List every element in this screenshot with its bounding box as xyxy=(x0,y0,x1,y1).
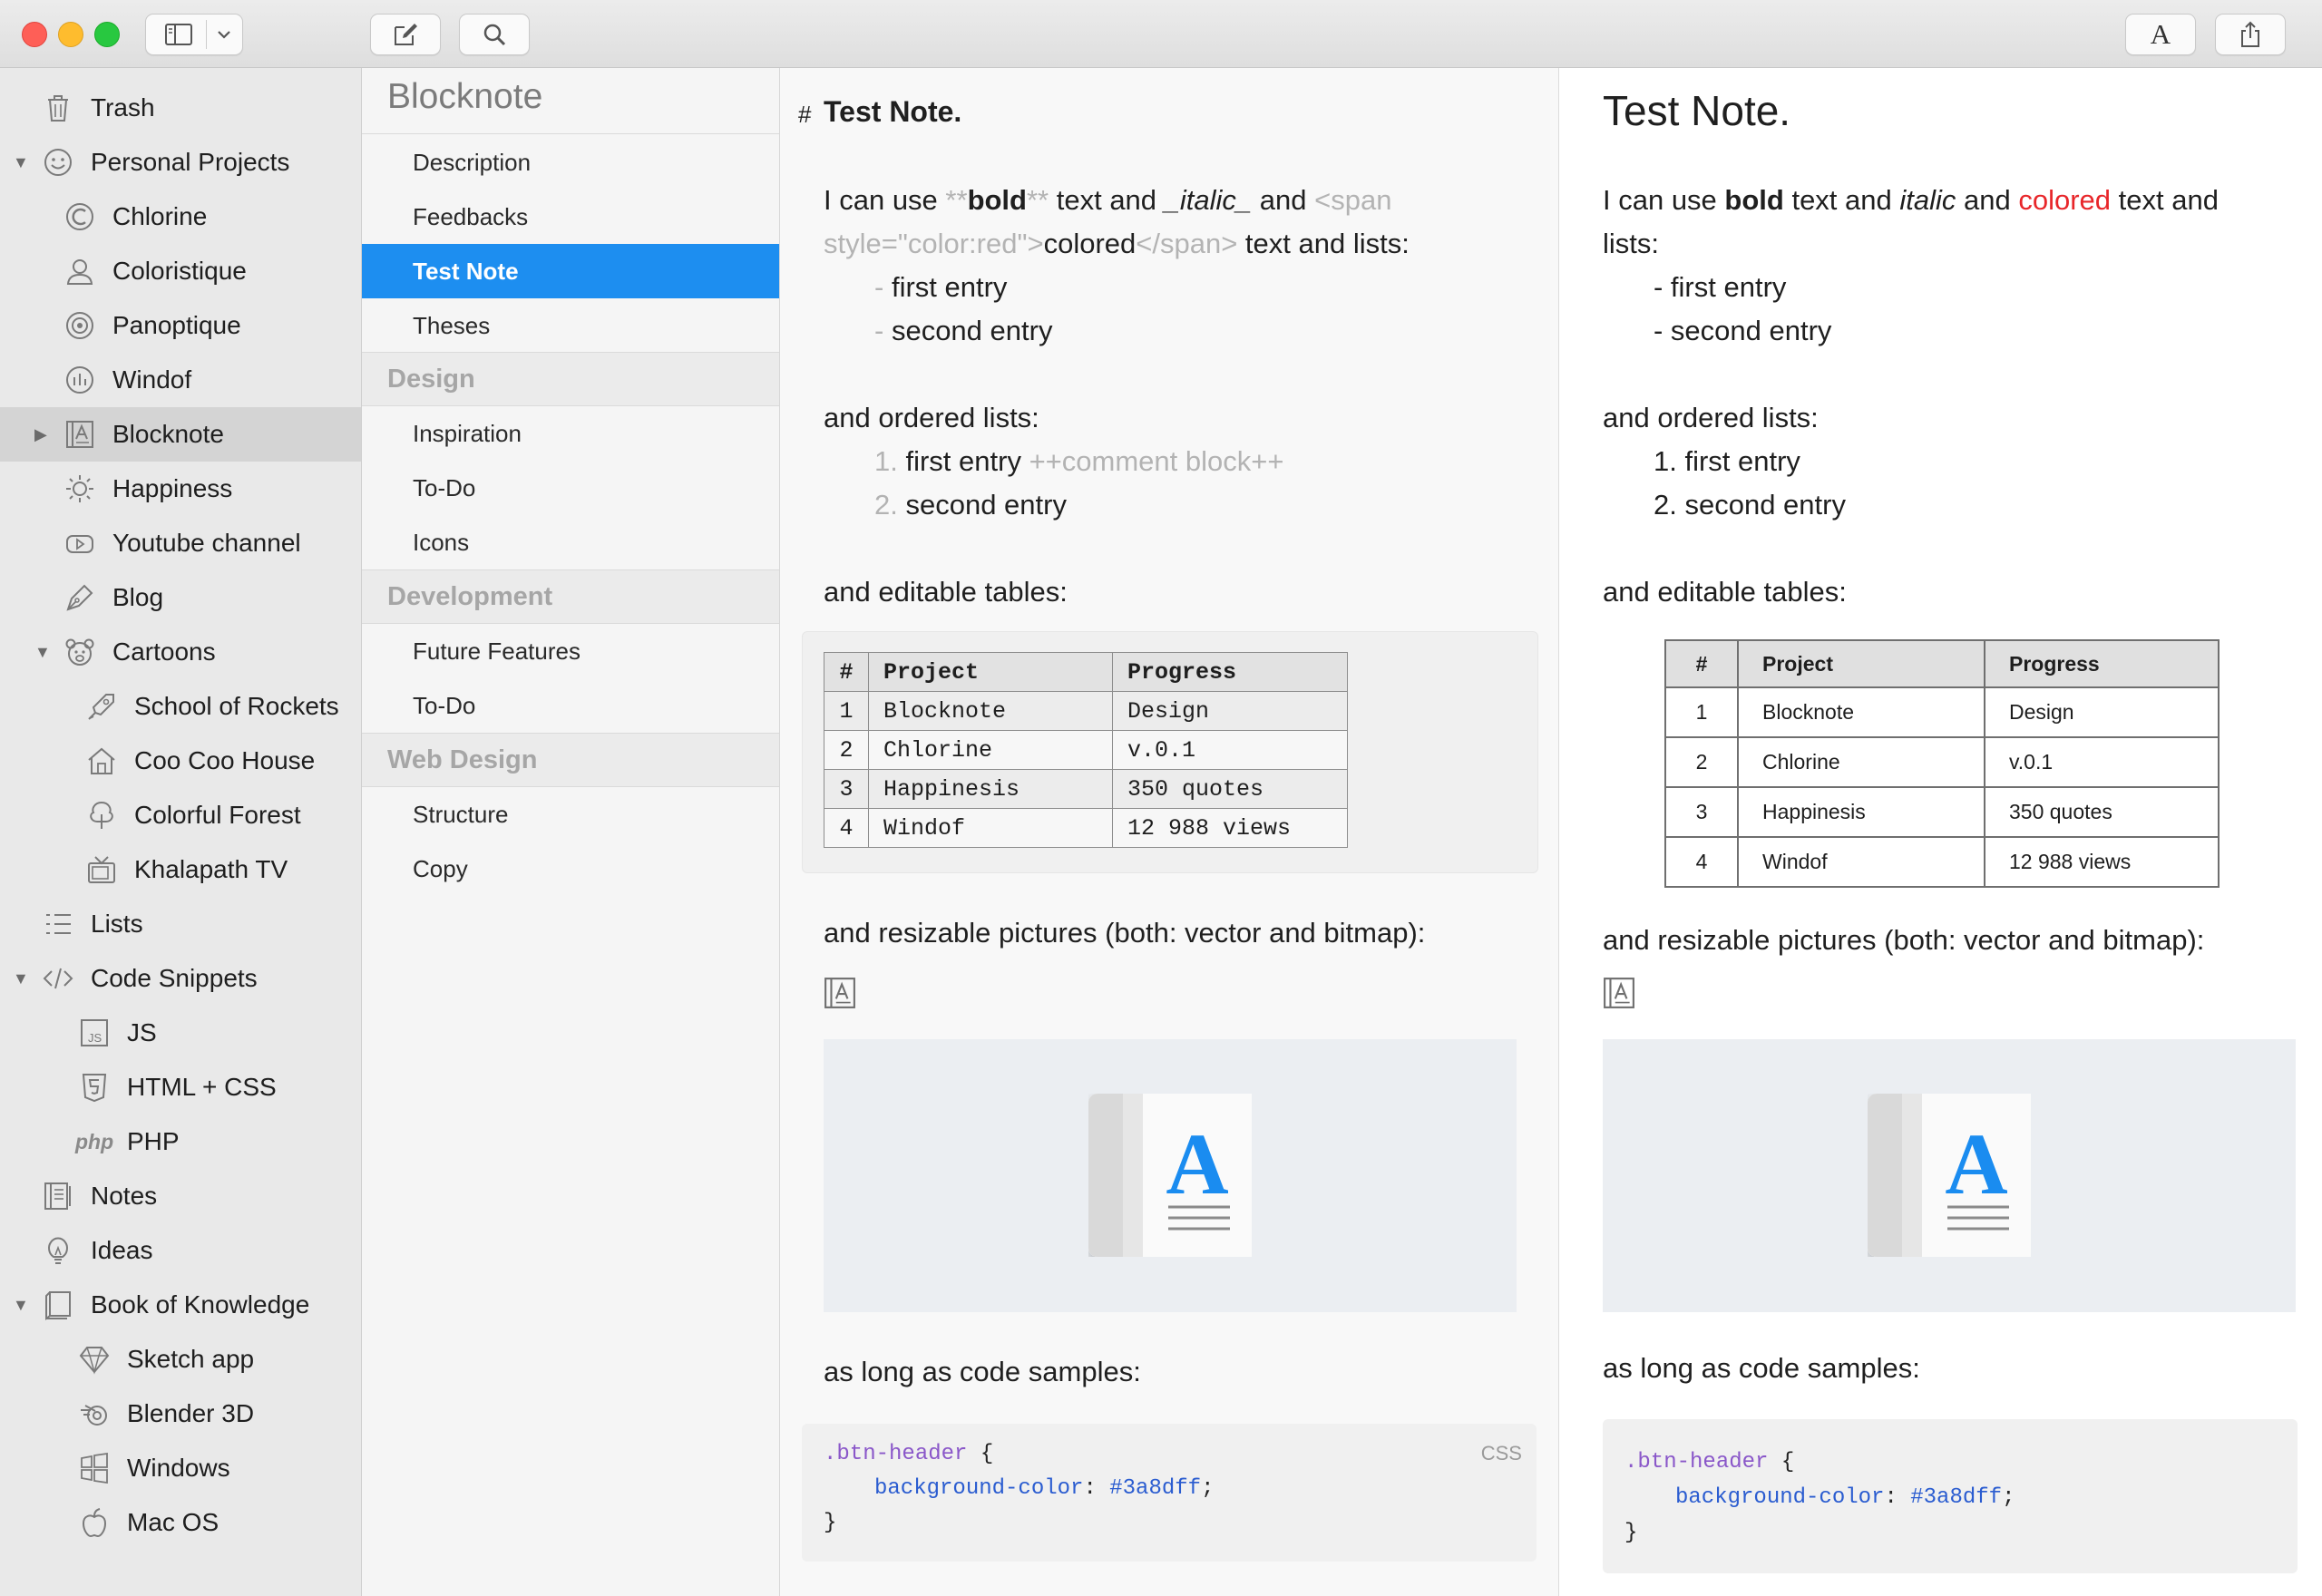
preview-table: # Project Progress 1 Blocknote Design 2 Chlorine v.0.1 3 Happinesis 350 quotes 4 Windof 12 988 views xyxy=(1664,639,2220,888)
note-row-label: To-Do xyxy=(413,473,476,501)
sidebar-item-cartoons[interactable] xyxy=(0,625,361,679)
sidebar-item-label: Blender 3D xyxy=(127,1399,255,1427)
note-row-to-do-dev[interactable] xyxy=(362,678,779,733)
sidebar-item-sketch-app[interactable] xyxy=(0,1332,361,1387)
zoom-window-button[interactable] xyxy=(94,22,120,47)
book-icon xyxy=(40,1287,76,1323)
rocket-icon xyxy=(83,688,120,725)
note-row-theses[interactable] xyxy=(362,298,779,353)
preview-tables-intro: and editable tables: xyxy=(1603,576,1847,608)
blender-icon xyxy=(76,1396,112,1432)
sidebar xyxy=(0,68,362,1596)
sidebar-item-label: Cartoons xyxy=(112,637,216,666)
windows-icon xyxy=(76,1450,112,1486)
svg-text:A: A xyxy=(1166,1115,1229,1212)
preview-paragraph-1-line-1: I can use bold text and italic and colored text and xyxy=(1603,184,2219,216)
panoptique-icon xyxy=(62,307,98,344)
new-note-button[interactable] xyxy=(370,14,441,55)
section-header-label: Web Design xyxy=(387,744,538,774)
note-row-test-note[interactable] xyxy=(362,244,779,298)
svg-text:A: A xyxy=(1945,1115,2008,1212)
image-placeholder-icon xyxy=(1603,977,1635,1009)
table-row: 4 Windof 12 988 views xyxy=(824,809,1348,848)
sidebar-item-code-snippets[interactable] xyxy=(0,951,361,1006)
chart-icon xyxy=(62,362,98,398)
table-row: 2 Chlorine v.0.1 xyxy=(1665,737,2219,787)
sidebar-item-label: Notes xyxy=(91,1182,158,1210)
search-button[interactable] xyxy=(459,14,530,55)
note-row-icons[interactable] xyxy=(362,515,779,569)
preview-title: Test Note. xyxy=(1603,87,1791,134)
compose-icon xyxy=(392,22,419,47)
html5-icon xyxy=(76,1069,112,1105)
sidebar-item-lists[interactable] xyxy=(0,897,361,951)
note-row-copy[interactable] xyxy=(362,842,779,896)
smiley-icon xyxy=(40,144,76,180)
sidebar-item-label: Book of Knowledge xyxy=(91,1290,310,1319)
sidebar-item-label: HTML + CSS xyxy=(127,1073,277,1101)
table-row: 2 Chlorine v.0.1 xyxy=(824,731,1348,770)
sidebar-item-label: Khalapath TV xyxy=(134,855,288,883)
sidebar-item-notes[interactable] xyxy=(0,1169,361,1223)
editor-ordered-item: 1. first entry ++comment block++ xyxy=(874,445,1284,477)
sidebar-item-coloristique[interactable] xyxy=(0,244,361,298)
note-row-label: Structure xyxy=(413,800,509,828)
bear-icon xyxy=(62,634,98,670)
note-list xyxy=(362,68,780,1596)
sidebar-item-label: Mac OS xyxy=(127,1508,220,1536)
sidebar-item-blender-3d[interactable] xyxy=(0,1387,361,1441)
preview-pictures-intro: and resizable pictures (both: vector and bitmap): xyxy=(1603,924,2205,956)
sidebar-item-label: Code Snippets xyxy=(91,964,258,992)
sidebar-item-happiness[interactable] xyxy=(0,462,361,516)
disclosure-expanded-icon[interactable]: ▼ xyxy=(13,968,29,988)
apple-icon xyxy=(76,1504,112,1541)
sidebar-item-label: Panoptique xyxy=(112,311,241,339)
tv-icon xyxy=(83,852,120,888)
sidebar-item-label: Trash xyxy=(91,93,155,122)
preview-app-icon-image xyxy=(1603,1039,2296,1312)
note-row-future-features[interactable] xyxy=(362,624,779,678)
sidebar-item-panoptique[interactable] xyxy=(0,298,361,353)
house-icon xyxy=(83,743,120,779)
disclosure-expanded-icon[interactable]: ▼ xyxy=(13,152,29,171)
note-row-label: Future Features xyxy=(413,637,580,665)
section-header-development[interactable] xyxy=(362,569,779,624)
diamond-icon xyxy=(76,1341,112,1377)
sidebar-item-label: Blocknote xyxy=(112,420,224,448)
markdown-editor[interactable] xyxy=(780,68,1559,1596)
sidebar-item-personal-projects[interactable] xyxy=(0,135,361,190)
sidebar-item-coo-coo-house[interactable] xyxy=(0,734,361,788)
app-icon-image[interactable] xyxy=(824,1039,1517,1312)
share-icon xyxy=(2239,21,2261,48)
sidebar-item-label: Coo Coo House xyxy=(134,746,316,774)
preview-ordered-item: 2. second entry xyxy=(1654,489,1846,521)
sidebar-item-label: JS xyxy=(127,1018,157,1046)
sidebar-item-trash[interactable] xyxy=(0,81,361,135)
image-placeholder-icon[interactable] xyxy=(824,977,856,1009)
table-row: 3 Happinesis 350 quotes xyxy=(824,770,1348,809)
notes-icon xyxy=(40,1178,76,1214)
chlorine-icon xyxy=(62,199,98,235)
table-row: 3 Happinesis 350 quotes xyxy=(1665,787,2219,837)
blocknote-app-icon xyxy=(1088,1094,1252,1257)
editor-title: Test Note. xyxy=(824,95,962,128)
editor-paragraph-1-line-2: style="color:red">colored</span> text and lists: xyxy=(824,228,1410,259)
sidebar-item-label: Colorful Forest xyxy=(134,801,301,829)
php-icon: php xyxy=(75,1129,114,1153)
trash-icon xyxy=(40,90,76,126)
font-icon: A xyxy=(2150,18,2171,50)
search-icon xyxy=(483,23,506,46)
sidebar-toggle-button[interactable] xyxy=(145,14,243,55)
note-row-label: To-Do xyxy=(413,691,476,719)
editor-code-block[interactable]: CSS .btn-header { background-color: #3a8dff; } xyxy=(802,1424,1537,1562)
sidebar-item-label: Happiness xyxy=(112,474,233,502)
editor-ordered-item: 2. second entry xyxy=(874,489,1067,521)
note-row-inspiration[interactable] xyxy=(362,406,779,461)
note-row-label: Inspiration xyxy=(413,419,522,447)
chevron-down-icon xyxy=(217,30,231,39)
window-titlebar xyxy=(0,0,2322,68)
tree-icon xyxy=(83,797,120,833)
rendered-preview xyxy=(1559,68,2322,1596)
editor-table-block[interactable] xyxy=(802,631,1538,873)
preview-code-block: .btn-header { background-color: #3a8dff; } xyxy=(1603,1419,2298,1573)
table-row: 1 Blocknote Design xyxy=(1665,687,2219,737)
editor-list-item: - first entry xyxy=(874,271,1008,303)
note-row-label: Copy xyxy=(413,854,468,882)
note-row-feedbacks[interactable] xyxy=(362,190,779,244)
sidebar-item-label: Personal Projects xyxy=(91,148,290,176)
editor-paragraph-1-line-1: I can use **bold** text and _italic_ and <span xyxy=(824,184,1392,216)
sidebar-item-html-css[interactable] xyxy=(0,1060,361,1114)
sidebar-item-khalapath-tv[interactable] xyxy=(0,842,361,897)
sidebar-item-label: Sketch app xyxy=(127,1345,255,1373)
section-header-label: Development xyxy=(387,581,553,611)
sidebar-item-ideas[interactable] xyxy=(0,1223,361,1278)
pen-icon xyxy=(62,579,98,616)
sidebar-item-label: Chlorine xyxy=(112,202,208,230)
editor-table[interactable]: # Project Progress 1 Blocknote Design 2 Chlorine v.0.1 3 Happinesis 350 quotes 4 Windof 12 988 views xyxy=(824,652,1348,848)
note-row-description[interactable] xyxy=(362,135,779,190)
sidebar-item-windof[interactable] xyxy=(0,353,361,407)
sidebar-item-label: Blog xyxy=(112,583,164,611)
note-row-label: Icons xyxy=(413,528,470,556)
preview-paragraph-1-line-2: lists: xyxy=(1603,228,1659,259)
bulb-icon xyxy=(40,1232,76,1269)
sidebar-item-windows[interactable] xyxy=(0,1441,361,1495)
editor-ordered-intro: and ordered lists: xyxy=(824,402,1039,433)
js-icon xyxy=(76,1015,112,1051)
disclosure-collapsed-icon[interactable]: ▶ xyxy=(34,424,47,443)
sidebar-item-label: Youtube channel xyxy=(112,529,301,557)
section-header-label: Design xyxy=(387,364,475,394)
preview-ordered-intro: and ordered lists: xyxy=(1603,402,1819,433)
sidebar-item-chlorine[interactable] xyxy=(0,190,361,244)
disclosure-expanded-icon[interactable]: ▼ xyxy=(13,1295,29,1314)
sidebar-item-label: PHP xyxy=(127,1127,180,1155)
editor-tables-intro: and editable tables: xyxy=(824,576,1068,608)
note-row-label: Test Note xyxy=(413,257,519,285)
note-row-structure[interactable] xyxy=(362,787,779,842)
note-row-to-do[interactable] xyxy=(362,461,779,515)
sun-icon xyxy=(62,471,98,507)
editor-pictures-intro: and resizable pictures (both: vector and bitmap): xyxy=(824,917,1426,949)
svg-text:JS: JS xyxy=(88,1031,102,1045)
sidebar-icon xyxy=(165,24,192,45)
sidebar-item-label: Ideas xyxy=(91,1236,153,1264)
heading-marker: # xyxy=(798,101,812,128)
sidebar-item-js[interactable] xyxy=(0,1006,361,1060)
blocknote-icon xyxy=(62,416,98,453)
sidebar-item-blocknote[interactable] xyxy=(0,407,361,462)
editor-code-intro: as long as code samples: xyxy=(824,1356,1141,1387)
minimize-window-button[interactable] xyxy=(58,22,83,47)
editor-list-item: - second entry xyxy=(874,315,1053,346)
preview-list-item: - second entry xyxy=(1654,315,1832,346)
person-icon xyxy=(62,253,98,289)
blocknote-app-icon xyxy=(1868,1094,2031,1257)
sidebar-item-youtube-channel[interactable] xyxy=(0,516,361,570)
share-button[interactable] xyxy=(2215,14,2286,55)
sidebar-item-php[interactable] xyxy=(0,1114,361,1169)
list-icon xyxy=(40,906,76,942)
sidebar-item-mac-os[interactable] xyxy=(0,1495,361,1550)
code-icon xyxy=(40,960,76,997)
preview-ordered-item: 1. first entry xyxy=(1654,445,1800,477)
sidebar-item-blog[interactable] xyxy=(0,570,361,625)
table-row: 4 Windof 12 988 views xyxy=(1665,837,2219,887)
sidebar-item-label: School of Rockets xyxy=(134,692,339,720)
preview-list-item: - first entry xyxy=(1654,271,1787,303)
sidebar-item-label: Lists xyxy=(91,910,143,938)
sidebar-item-book-of-knowledge[interactable] xyxy=(0,1278,361,1332)
close-window-button[interactable] xyxy=(22,22,47,47)
section-header-web-design[interactable] xyxy=(362,733,779,787)
notebook-title: Blocknote xyxy=(387,77,543,116)
code-language-label[interactable]: CSS xyxy=(1480,1442,1522,1465)
section-header-design[interactable] xyxy=(362,352,779,406)
sidebar-item-school-of-rockets[interactable] xyxy=(0,679,361,734)
sidebar-item-label: Coloristique xyxy=(112,257,247,285)
font-button[interactable] xyxy=(2125,14,2196,55)
preview-code-intro: as long as code samples: xyxy=(1603,1352,1920,1384)
sidebar-item-label: Windows xyxy=(127,1454,230,1482)
disclosure-expanded-icon[interactable]: ▼ xyxy=(34,642,51,661)
sidebar-item-label: Windof xyxy=(112,365,192,394)
table-row: 1 Blocknote Design xyxy=(824,692,1348,731)
sidebar-item-colorful-forest[interactable] xyxy=(0,788,361,842)
note-row-label: Description xyxy=(413,148,532,176)
youtube-icon xyxy=(62,525,98,561)
note-row-label: Feedbacks xyxy=(413,202,529,230)
note-row-label: Theses xyxy=(413,311,491,339)
